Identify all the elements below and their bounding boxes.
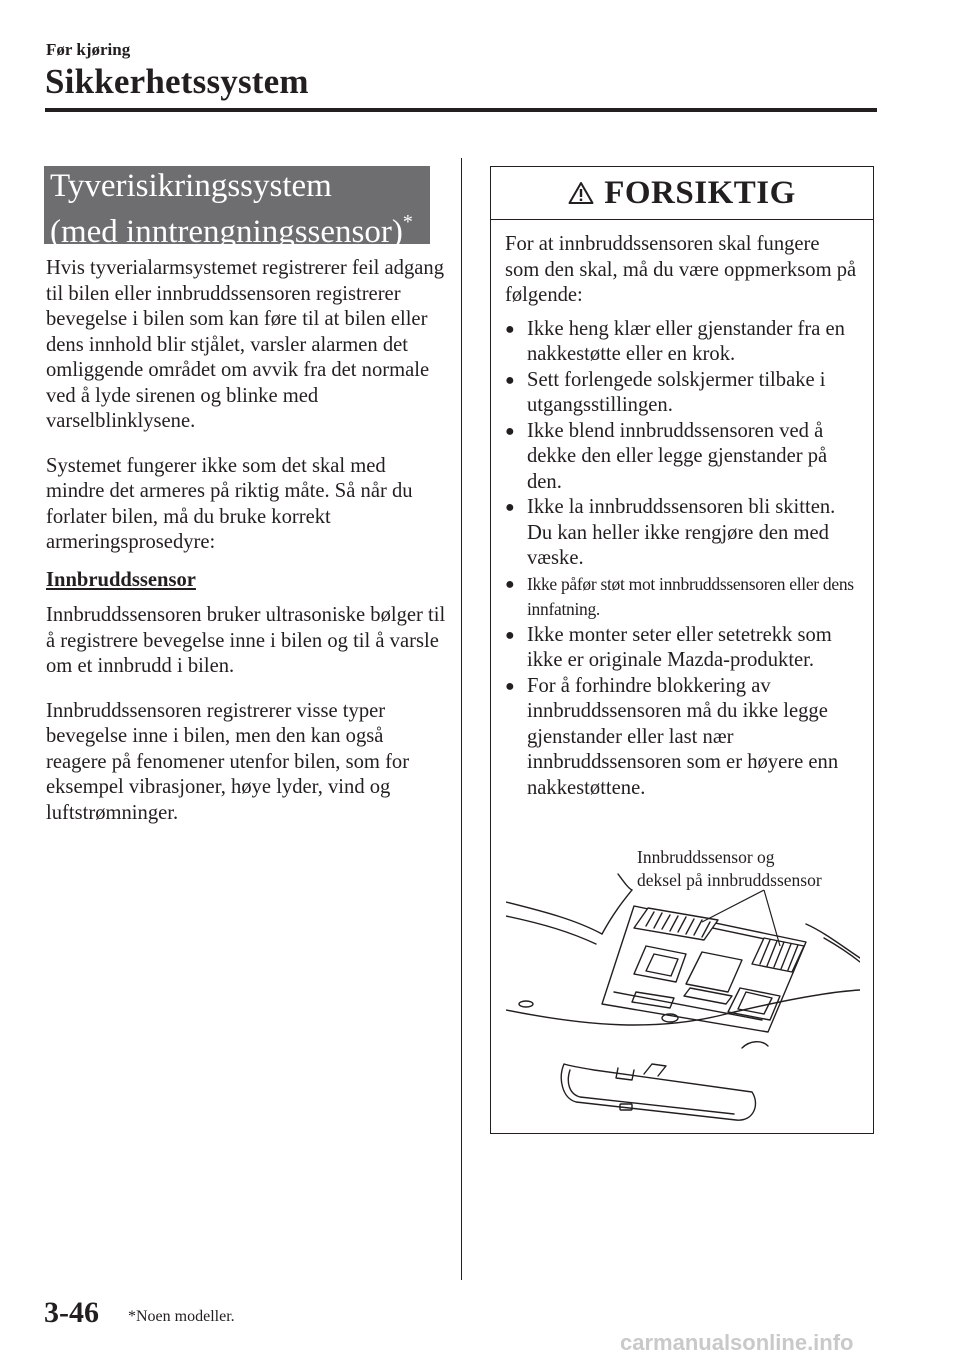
footnote: *Noen modeller. bbox=[128, 1308, 235, 1325]
caution-item: ● Sett forlengede solskjermer tilbake i utgangsstillingen. bbox=[505, 368, 826, 416]
column-divider bbox=[461, 158, 462, 1280]
caution-item: ● Ikke monter seter eller setetrekk som ikke er originale Mazda-produkter. bbox=[505, 623, 832, 671]
caution-item-text: Ikke påfør støt mot innbruddssensoren eller dens innfatning. bbox=[527, 573, 854, 619]
page-title: Sikkerhetssystem bbox=[45, 62, 309, 101]
footnote-marker: * bbox=[402, 211, 413, 233]
caution-body bbox=[491, 220, 873, 801]
main-heading-line1: Tyverisikringssystem bbox=[50, 168, 332, 204]
main-heading bbox=[44, 166, 430, 250]
sensor-limits-paragraph: Innbruddssensoren registrerer visse typer bevegelse inne i bilen, men den kan også reagere på fenomener utenfor bilen, som for eksempel vibrasjoner, høye lyder, vind og luftstrømninger. bbox=[46, 699, 410, 824]
figure-label bbox=[637, 846, 822, 892]
caution-item: ● Ikke blend innbruddssensoren ved å dekke den eller legge gjenstander på den. bbox=[505, 419, 828, 493]
intro-paragraph: Hvis tyverialarmsystemet registrerer feil adgang til bilen eller innbruddssensoren registrerer bevegelse i bilen som kan føre til at bilen eller dens innhold blir stjålet, varsler alarmen det omliggende området om avvik fra det normale ved å lyde sirenen og blinke med varselblinklysene. bbox=[46, 257, 444, 432]
section-label: Før kjøring bbox=[46, 40, 131, 59]
watermark: carmanualsonline.info bbox=[620, 1330, 854, 1355]
caution-header bbox=[491, 167, 873, 220]
caution-item: ● Ikke la innbruddssensoren bli skitten. Du kan heller ikke rengjøre den med væske. bbox=[505, 496, 836, 569]
caution-item-text: Sett forlengede solskjermer tilbake i utgangsstillingen. bbox=[527, 368, 826, 416]
caution-intro: For at innbruddssensoren skal fungere som den skal, må du være oppmerksom på følgende: bbox=[505, 233, 857, 306]
caution-item-text: Ikke monter seter eller setetrekk som ikke er originale Mazda-produkter. bbox=[527, 623, 832, 671]
title-rule bbox=[45, 108, 877, 112]
caution-title: FORSIKTIG bbox=[604, 174, 796, 211]
left-column bbox=[46, 256, 446, 826]
caution-item-text: Ikke blend innbruddssensoren ved å dekke den eller legge gjenstander på den. bbox=[527, 419, 828, 493]
page-number: 3-46 bbox=[44, 1296, 99, 1329]
caution-item-text: For å forhindre blokkering av innbruddssensoren må du ikke legge gjenstander eller last nær innbruddssensoren som er høyere enn nakkestøttene. bbox=[527, 674, 839, 799]
caution-item: ● Ikke heng klær eller gjenstander fra en nakkestøtte eller en krok. bbox=[505, 317, 845, 365]
arming-paragraph: Systemet fungerer ikke som det skal med mindre det armeres på riktig måte. Så når du forlater bilen, må du bruke korrekt armeringsprosedyre: bbox=[46, 454, 413, 553]
caution-list bbox=[505, 317, 859, 802]
warning-triangle-icon bbox=[568, 181, 594, 205]
caution-item: ● Ikke påfør støt mot innbruddssensoren eller dens innfatning. bbox=[505, 573, 854, 619]
caution-item: ● For å forhindre blokkering av innbruddssensoren må du ikke legge gjenstander eller last nær innbruddssensoren som er høyere enn nakkestøttene. bbox=[505, 674, 839, 799]
caution-item-text: Ikke heng klær eller gjenstander fra en nakkestøtte eller en krok. bbox=[527, 317, 845, 365]
sensor-subheading: Innbruddssensor bbox=[46, 568, 196, 591]
sensor-paragraph: Innbruddssensoren bruker ultrasoniske bølger til å registrere bevegelse inne i bilen og til å varsle om et innbrudd i bilen. bbox=[46, 604, 446, 677]
caution-item-text: Ikke la innbruddssensoren bli skitten. Du kan heller ikke rengjøre den med væske. bbox=[527, 496, 836, 569]
figure-label-line2: deksel på innbruddssensor bbox=[637, 870, 822, 890]
figure-label-line1: Innbruddssensor og bbox=[637, 847, 775, 867]
main-heading-line2-text: (med inntrengningssensor) bbox=[50, 214, 403, 250]
main-heading-line2 bbox=[50, 204, 430, 250]
